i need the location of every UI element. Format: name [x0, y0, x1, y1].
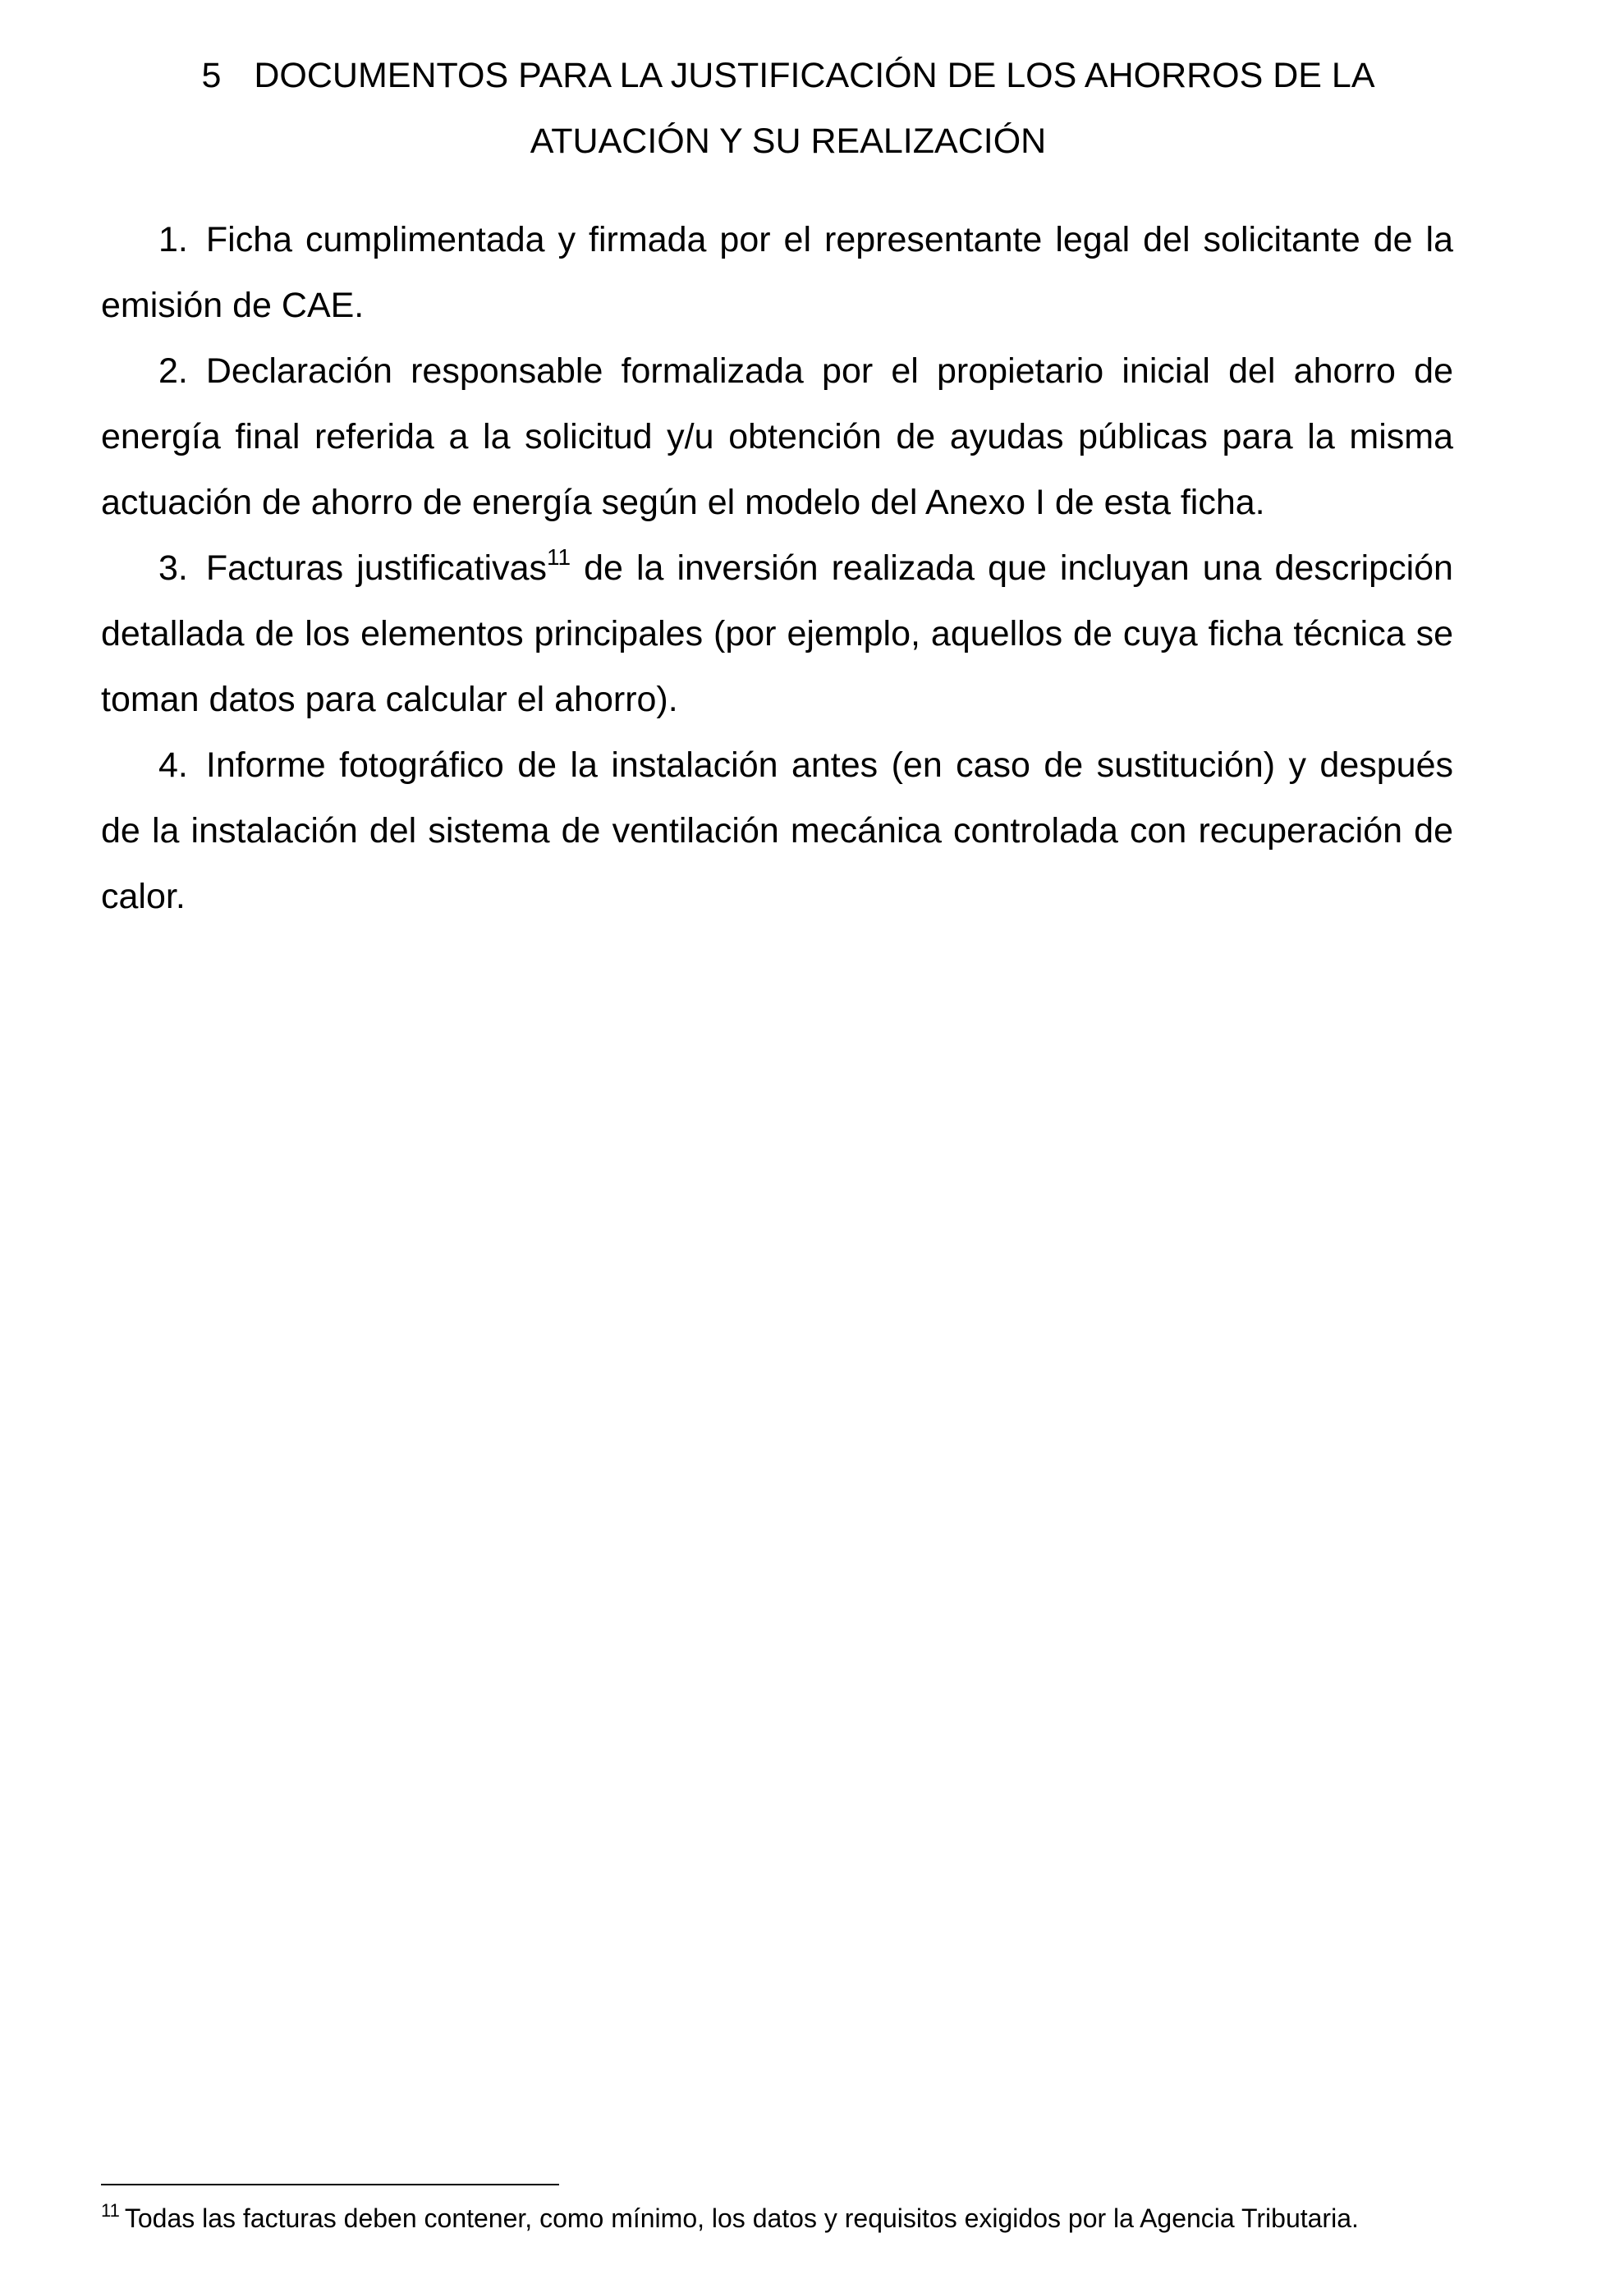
list-item [101, 732, 1453, 929]
list-item [101, 338, 1453, 535]
list-item-text: Facturas justificativas [205, 548, 547, 588]
list-item-text: Ficha cumplimentada y firmada por el representante legal del solicitante de la emisión de CAE. [101, 220, 1453, 325]
list-item [101, 535, 1453, 732]
section-title-line2: ATUACIÓN Y SU REALIZACIÓN [530, 122, 1047, 161]
section-title-line1: DOCUMENTOS PARA LA JUSTIFICACIÓN DE LOS AHORROS DE LA [254, 56, 1375, 95]
footnote-divider [101, 2184, 559, 2185]
footnote-reference: 11 [546, 543, 571, 570]
section-heading [123, 43, 1453, 174]
footnote [101, 2199, 1453, 2235]
list-item-text: de la inversión realizada que incluyan una descripción detallada de los elementos principales (por ejemplo, aquellos de cuya ficha técnica se toman datos para calcular el ahorro). [101, 548, 1453, 719]
list-item-number: 1. [158, 220, 188, 259]
footnote-text: Todas las facturas deben contener, como mínimo, los datos y requisitos exigidos por la Agencia Tributaria. [124, 2203, 1359, 2233]
section-number: 5 [201, 56, 222, 95]
footnote-marker: 11 [101, 2199, 120, 2221]
list-item-number: 4. [158, 745, 188, 785]
list-item-text: Informe fotográfico de la instalación antes (en caso de sustitución) y después de la instalación del sistema de ventilación mecánica controlada con recuperación de calor. [101, 745, 1453, 916]
list-item-number: 3. [158, 548, 188, 588]
documents-list [101, 207, 1453, 929]
list-item-number: 2. [158, 351, 188, 391]
list-item [101, 207, 1453, 338]
list-item-text: Declaración responsable formalizada por el propietario inicial del ahorro de energía final referida a la solicitud y/u obtención de ayudas públicas para la misma actuación de ahorro de energía según el modelo del Anexo I de esta ficha. [101, 351, 1453, 522]
